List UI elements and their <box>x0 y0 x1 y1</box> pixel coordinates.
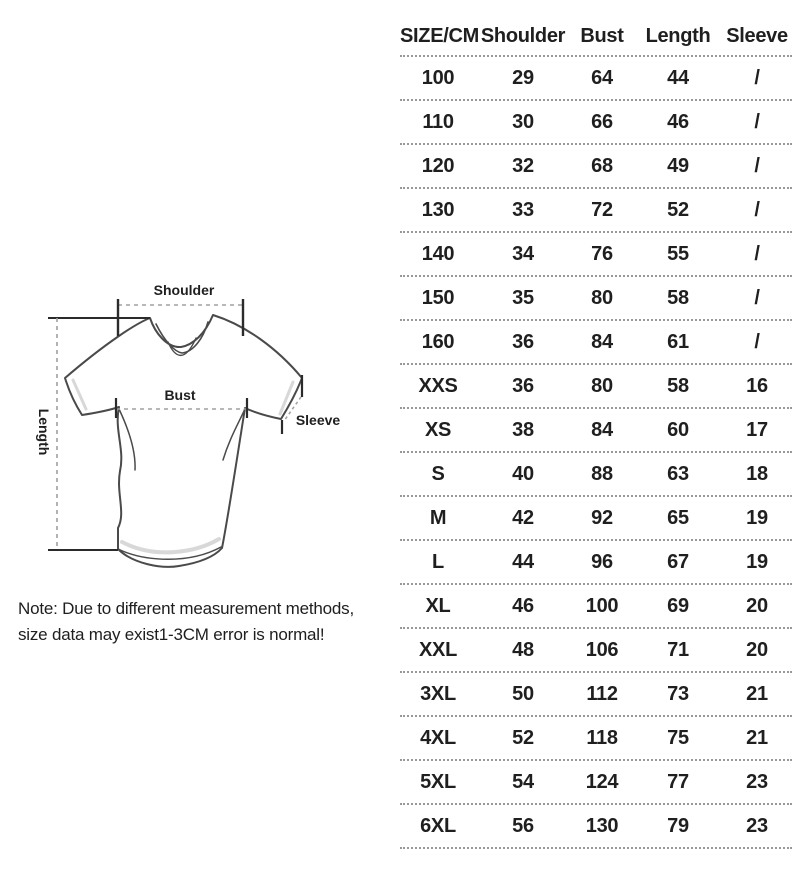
table-cell: 140 <box>421 242 455 265</box>
table-cell: 18 <box>746 462 768 485</box>
table-cell: / <box>754 110 760 133</box>
table-row <box>400 321 792 365</box>
table-cell: 75 <box>667 726 689 749</box>
table-cell: 160 <box>421 330 455 353</box>
table-cell: 66 <box>591 110 613 133</box>
table-cell: 76 <box>591 242 613 265</box>
bust-label: Bust <box>164 387 196 403</box>
table-cell: 5XL <box>420 770 456 793</box>
table-row <box>400 233 792 277</box>
table-cell: 55 <box>667 242 689 265</box>
table-cell: 3XL <box>420 682 456 705</box>
table-cell: 6XL <box>420 814 456 837</box>
table-cell: 23 <box>746 814 768 837</box>
table-cell: 48 <box>512 638 534 661</box>
table-cell: 19 <box>746 506 768 529</box>
table-header-cell: Sleeve <box>726 25 788 47</box>
table-cell: 71 <box>667 638 689 661</box>
table-cell: 65 <box>667 506 689 529</box>
table-cell: 84 <box>591 330 613 353</box>
table-cell: 20 <box>746 594 768 617</box>
table-cell: 68 <box>591 154 613 177</box>
table-cell: 77 <box>667 770 689 793</box>
table-row <box>400 673 792 717</box>
table-cell: 56 <box>512 814 534 837</box>
table-cell: 21 <box>746 682 768 705</box>
table-cell: 58 <box>667 374 689 397</box>
table-cell: 20 <box>746 638 768 661</box>
table-cell: 33 <box>512 198 534 221</box>
table-cell: / <box>754 242 760 265</box>
table-row <box>400 717 792 761</box>
table-cell: 110 <box>422 110 454 133</box>
table-cell: 44 <box>667 66 689 89</box>
table-cell: 150 <box>421 286 455 309</box>
table-row <box>400 497 792 541</box>
size-table <box>400 18 792 849</box>
table-row <box>400 189 792 233</box>
table-cell: 100 <box>585 594 619 617</box>
table-cell: 32 <box>512 154 534 177</box>
table-cell: 30 <box>512 110 534 133</box>
note-line-1: Note: Due to different measurement methods, <box>18 599 354 618</box>
table-row <box>400 629 792 673</box>
table-row <box>400 145 792 189</box>
table-cell: 120 <box>421 154 455 177</box>
table-cell: 42 <box>512 506 534 529</box>
table-header-cell: SIZE/CM <box>400 25 480 47</box>
table-cell: 80 <box>591 286 613 309</box>
table-cell: 46 <box>667 110 689 133</box>
table-cell: 100 <box>421 66 455 89</box>
table-cell: 61 <box>667 330 689 353</box>
table-cell: 69 <box>667 594 689 617</box>
table-cell: 63 <box>667 462 689 485</box>
table-cell: 88 <box>591 462 613 485</box>
table-cell: 17 <box>746 418 768 441</box>
table-cell: XXS <box>418 374 458 397</box>
table-row <box>400 805 792 849</box>
table-cell: 72 <box>591 198 613 221</box>
table-row <box>400 761 792 805</box>
table-cell: S <box>431 462 445 485</box>
table-cell: 130 <box>421 198 455 221</box>
table-cell: 112 <box>586 682 618 705</box>
table-cell: 80 <box>591 374 613 397</box>
table-row <box>400 541 792 585</box>
table-cell: 44 <box>512 550 534 573</box>
table-cell: 49 <box>667 154 689 177</box>
table-cell: 35 <box>512 286 534 309</box>
table-cell: 96 <box>591 550 613 573</box>
table-cell: / <box>754 198 760 221</box>
tshirt-outline <box>65 315 302 567</box>
table-cell: 84 <box>591 418 613 441</box>
table-row <box>400 585 792 629</box>
table-header-cell: Length <box>645 25 711 47</box>
table-cell: 36 <box>512 374 534 397</box>
table-cell: 92 <box>591 506 613 529</box>
table-row <box>400 57 792 101</box>
sleeve-label: Sleeve <box>295 412 341 428</box>
table-cell: 67 <box>667 550 689 573</box>
table-cell: XS <box>424 418 452 441</box>
table-cell: / <box>754 66 760 89</box>
table-row <box>400 453 792 497</box>
table-cell: XL <box>425 594 451 617</box>
table-cell: 19 <box>746 550 768 573</box>
table-cell: / <box>754 154 760 177</box>
table-cell: 29 <box>512 66 534 89</box>
table-row <box>400 365 792 409</box>
table-row <box>400 409 792 453</box>
table-cell: 40 <box>512 462 534 485</box>
note-line-2: size data may exist1-3CM error is normal! <box>18 625 325 644</box>
table-cell: 54 <box>512 770 534 793</box>
table-cell: 73 <box>667 682 689 705</box>
table-cell: M <box>429 506 447 529</box>
table-cell: XXL <box>419 638 457 661</box>
table-row <box>400 101 792 145</box>
shoulder-label: Shoulder <box>153 282 215 298</box>
table-cell: 23 <box>746 770 768 793</box>
table-header-cell: Shoulder <box>480 25 566 47</box>
table-cell: 52 <box>512 726 534 749</box>
table-cell: 130 <box>585 814 619 837</box>
table-cell: 106 <box>585 638 619 661</box>
table-cell: 38 <box>512 418 534 441</box>
table-cell: L <box>432 550 444 573</box>
table-cell: 52 <box>667 198 689 221</box>
table-row <box>400 277 792 321</box>
table-cell: 64 <box>591 66 613 89</box>
table-cell: 36 <box>512 330 534 353</box>
table-cell: 118 <box>586 726 618 749</box>
table-cell: 124 <box>585 770 619 793</box>
table-cell: 4XL <box>420 726 456 749</box>
table-cell: 16 <box>746 374 768 397</box>
table-cell: 50 <box>512 682 534 705</box>
table-cell: 46 <box>512 594 534 617</box>
table-cell: 21 <box>746 726 768 749</box>
table-header-cell: Bust <box>580 25 624 47</box>
table-header-row <box>400 18 792 57</box>
table-cell: 60 <box>667 418 689 441</box>
table-cell: / <box>754 330 760 353</box>
measurement-note <box>18 596 354 648</box>
table-cell: / <box>754 286 760 309</box>
tshirt-diagram <box>15 278 360 593</box>
table-cell: 79 <box>667 814 689 837</box>
table-cell: 34 <box>512 242 534 265</box>
length-label: Length <box>36 408 52 456</box>
table-cell: 58 <box>667 286 689 309</box>
